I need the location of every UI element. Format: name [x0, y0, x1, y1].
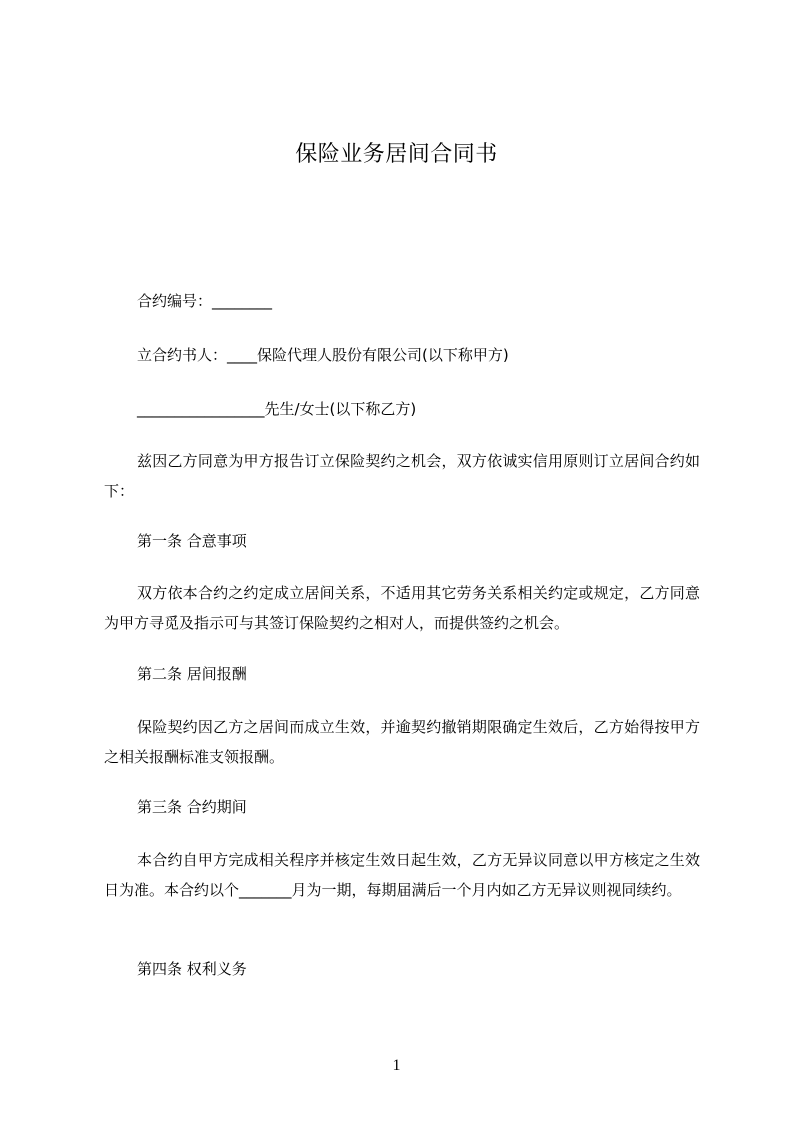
party-b-line: _________________先生/女士(以下称乙方): [137, 400, 417, 418]
article-2-heading: 第二条 居间报酬: [137, 665, 247, 683]
party-a-line: 立合约书人：____保险代理人股份有限公司(以下称甲方): [137, 346, 509, 364]
preamble-paragraph: 兹因乙方同意为甲方报告订立保险契约之机会，双方依诚实信用原则订立居间合约如下：: [104, 452, 700, 500]
document-title: 保险业务居间合同书: [295, 142, 498, 167]
article-3-heading: 第三条 合约期间: [137, 798, 247, 816]
article-3-body: 本合约自甲方完成相关程序并核定生效日起生效，乙方无异议同意以甲方核定之生效日为准。本合约以个_______月为一期，每期届满后一个月内如乙方无异议则视同续约。: [104, 851, 700, 899]
article-1-body: 双方依本合约之约定成立居间关系，不适用其它劳务关系相关约定或规定，乙方同意为甲方寻觅及指示可与其签订保险契约之相对人，而提供签约之机会。: [104, 584, 700, 632]
article-4-heading: 第四条 权利义务: [137, 960, 247, 978]
contract-number-line: 合约编号：________: [137, 292, 273, 310]
page-number: 1: [392, 1057, 401, 1074]
article-2-body: 保险契约因乙方之居间而成立生效，并逾契约撤销期限确定生效后，乙方始得按甲方之相关报酬标准支领报酬。: [104, 718, 700, 766]
article-1-heading: 第一条 合意事项: [137, 532, 247, 550]
